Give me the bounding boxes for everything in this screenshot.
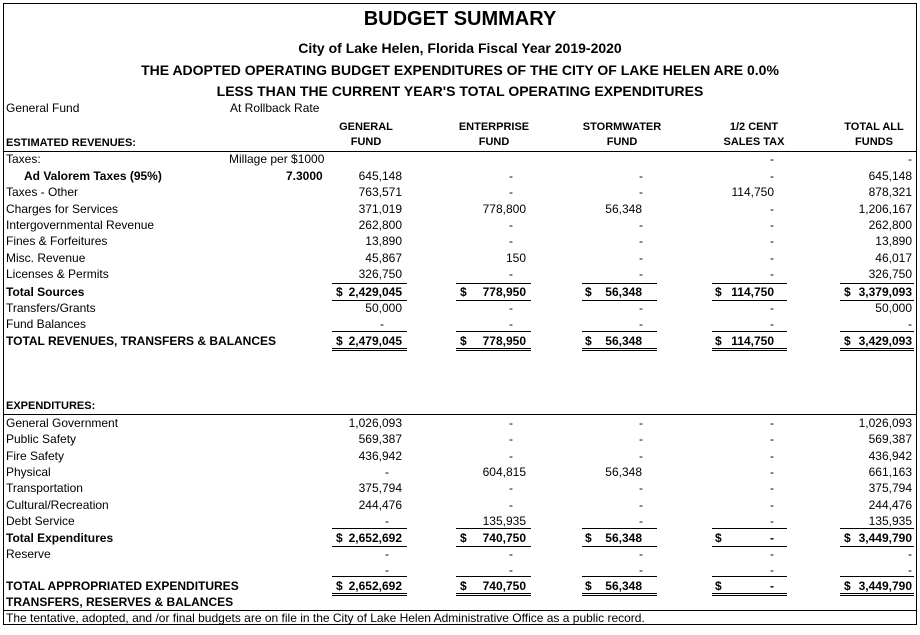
col-header-sales-tax: 1/2 CENT SALES TAX [723, 121, 785, 148]
expenditure-sales-tax-cell: - [770, 513, 774, 528]
revenue-row [4, 168, 916, 184]
expenditure-enterprise-cell: 604,815 [482, 464, 526, 479]
expenditure-total-cell: 135,935 [868, 513, 912, 528]
expenditure-total-cell: 375,794 [868, 481, 912, 496]
revenue-row [4, 217, 916, 233]
notice-line-2: LESS THAN THE CURRENT YEAR'S TOTAL OPERATING EXPENDITURES [216, 83, 704, 99]
expenditure-sales-tax-cell: - [770, 448, 774, 463]
revenue-total-cell: 13,890 [875, 234, 912, 249]
expenditure-general-cell: 244,476 [358, 497, 402, 512]
col-header-enterprise: ENTERPRISE FUND [458, 121, 530, 148]
expenditure-row [4, 513, 916, 529]
revenue-row [4, 184, 916, 200]
revenue-label-cell: Fines & Forfeitures [6, 234, 108, 249]
revenue-label-cell: Taxes - Other [6, 185, 79, 200]
col-header-general: GENERAL FUND [339, 121, 393, 148]
revenues-header: ESTIMATED REVENUES: [6, 137, 136, 149]
expenditure-stormwater-cell: - [639, 432, 643, 447]
expenditure-row [4, 480, 916, 496]
revenue-total-cell: 262,800 [868, 217, 912, 232]
revenue-total-cell: 878,321 [868, 185, 912, 200]
expenditure-label-cell: General Government [6, 416, 119, 430]
expenditure-total-cell: 661,163 [868, 464, 912, 479]
expenditure-stormwater-cell: 56,348 [605, 464, 642, 479]
expenditure-sales-tax-cell: - [770, 464, 774, 479]
revenue-stormwater-cell: - [639, 234, 643, 249]
col-header-stormwater: STORMWATER FUND [582, 121, 662, 148]
revenue-row [4, 201, 916, 217]
revenue-general-cell: 45,867 [365, 250, 402, 265]
total-expenditures-row: Total Expenditures $ 2,652,692 $ 740,750 $ 56,348 $ - $ 3,449,790 [6, 531, 912, 545]
expenditure-label-cell: Fire Safety [6, 448, 65, 463]
revenue-general-cell: 326,750 [358, 266, 402, 281]
revenue-general-cell: 763,571 [358, 185, 402, 200]
taxes-row: Taxes: Millage per $1000 - - [6, 152, 912, 166]
revenue-total-cell: 326,750 [868, 266, 912, 281]
revenue-general-cell: 262,800 [358, 217, 402, 232]
reserve-blank-row: - - - - - [385, 563, 912, 577]
revenue-total-cell: 46,017 [875, 250, 912, 265]
expenditure-general-cell: 375,794 [358, 481, 402, 496]
expenditure-enterprise-cell: - [509, 448, 513, 463]
expenditure-sales-tax-cell: - [770, 497, 774, 512]
revenue-sales-tax-cell: - [770, 250, 774, 265]
revenue-sales-tax-cell: - [770, 201, 774, 216]
revenue-enterprise-cell: - [509, 217, 513, 232]
fund-balances-row: Fund Balances - - - - - [6, 317, 912, 331]
expenditure-row [4, 415, 916, 431]
revenue-enterprise-cell: 778,800 [482, 201, 526, 216]
revenue-enterprise-cell: 150 [505, 250, 526, 265]
revenue-stormwater-cell: - [639, 185, 643, 200]
revenue-total-cell: 1,206,167 [858, 201, 912, 216]
revenue-stormwater-cell: - [639, 217, 643, 232]
revenue-general-cell: 371,019 [358, 201, 402, 216]
expenditure-enterprise-cell: - [509, 497, 513, 512]
expenditure-label-cell: Physical [6, 464, 51, 479]
expenditure-label-cell: Public Safety [6, 432, 77, 447]
revenue-general-cell: 13,890 [365, 234, 402, 249]
expenditure-enterprise-cell: - [509, 432, 513, 447]
revenue-stormwater-cell: - [639, 250, 643, 265]
revenue-enterprise-cell: - [509, 169, 513, 183]
expenditure-general-cell: 1,026,093 [348, 416, 402, 430]
expenditure-general-cell: 436,942 [358, 448, 402, 463]
expenditure-sales-tax-cell: - [770, 432, 774, 447]
expenditure-enterprise-cell: - [509, 416, 513, 430]
budget-summary-sheet [3, 3, 917, 625]
revenue-row [4, 250, 916, 266]
total-appropriated-row-2: TRANSFERS, RESERVES & BALANCES [6, 595, 234, 609]
revenue-sales-tax-cell: 114,750 [731, 185, 774, 200]
expenditure-label-cell: Debt Service [6, 513, 75, 528]
expenditure-stormwater-cell: - [639, 513, 643, 528]
expenditure-total-cell: 244,476 [868, 497, 912, 512]
revenue-sales-tax-cell: - [770, 169, 774, 183]
expenditure-label-cell: Transportation [6, 481, 83, 496]
revenue-total-cell: 645,148 [868, 169, 912, 183]
revenue-label-cell: Misc. Revenue [6, 250, 86, 265]
expenditure-enterprise-cell: 135,935 [482, 513, 526, 528]
expenditure-general-cell: 569,387 [358, 432, 402, 447]
expenditure-row [4, 431, 916, 447]
expenditure-sales-tax-cell: - [770, 481, 774, 496]
expenditure-stormwater-cell: - [639, 497, 643, 512]
expenditure-total-cell: 569,387 [868, 432, 912, 447]
revenue-label-cell: Ad Valorem Taxes (95%) [24, 169, 162, 183]
revenue-stormwater-cell: 56,348 [605, 201, 642, 216]
expenditure-stormwater-cell: - [639, 481, 643, 496]
revenue-stormwater-cell: - [639, 169, 643, 183]
expenditure-general-cell: - [385, 464, 389, 479]
expenditure-row [4, 497, 916, 513]
page-subtitle: City of Lake Helen, Florida Fiscal Year 2019-2020 [298, 40, 622, 56]
revenue-sales-tax-cell: - [770, 234, 774, 249]
footer-note: The tentative, adopted, and /or final budgets are on file in the City of Lake Helen Administrative Office as a public record. [6, 611, 645, 625]
reserve-row: Reserve - - - - - [6, 547, 912, 561]
expenditure-stormwater-cell: - [639, 448, 643, 463]
revenue-sales-tax-cell: - [770, 217, 774, 232]
revenue-sales-tax-cell: - [770, 266, 774, 281]
expenditure-stormwater-cell: - [639, 416, 643, 430]
revenue-label-cell: Intergovernmental Revenue [6, 217, 155, 232]
expenditure-sales-tax-cell: - [770, 416, 774, 430]
millage-value: 7.3000 [286, 169, 323, 183]
total-revenues-row: TOTAL REVENUES, TRANSFERS & BALANCES $ 2,479,045 $ 778,950 $ 56,348 $ 114,750 $ 3,429,093 [6, 334, 912, 348]
rollback-label: At Rollback Rate [230, 101, 320, 115]
revenue-label-cell: Charges for Services [6, 201, 119, 216]
col-header-total: TOTAL ALL FUNDS [844, 121, 904, 148]
expenditures-header: EXPENDITURES: [6, 400, 96, 412]
revenue-general-cell: 645,148 [358, 169, 402, 183]
expenditure-general-cell: - [385, 513, 389, 528]
expenditure-enterprise-cell: - [509, 481, 513, 496]
expenditure-row [4, 464, 916, 480]
revenue-stormwater-cell: - [639, 266, 643, 281]
revenue-row [4, 233, 916, 249]
expenditure-row [4, 448, 916, 464]
revenue-enterprise-cell: - [509, 185, 513, 200]
expenditure-total-cell: 436,942 [868, 448, 912, 463]
total-sources-row: Total Sources $ 2,429,045 $ 778,950 $ 56,348 $ 114,750 $ 3,379,093 [6, 285, 912, 299]
expenditure-label-cell: Cultural/Recreation [6, 497, 109, 512]
fund-label: General Fund [6, 101, 80, 115]
transfers-row: Transfers/Grants 50,000 - - - 50,000 [6, 301, 912, 315]
notice-line-1: THE ADOPTED OPERATING BUDGET EXPENDITURES OF THE CITY OF LAKE HELEN ARE 0.0% [141, 62, 779, 78]
page-title: BUDGET SUMMARY [363, 8, 557, 30]
revenue-enterprise-cell: - [509, 266, 513, 281]
revenue-label-cell: Licenses & Permits [6, 266, 109, 281]
revenue-row [4, 266, 916, 282]
expenditure-total-cell: 1,026,093 [858, 416, 912, 430]
revenue-enterprise-cell: - [509, 234, 513, 249]
total-appropriated-row: TOTAL APPROPRIATED EXPENDITURES $ 2,652,692 $ 740,750 $ 56,348 $ - $ 3,449,790 [6, 579, 912, 593]
